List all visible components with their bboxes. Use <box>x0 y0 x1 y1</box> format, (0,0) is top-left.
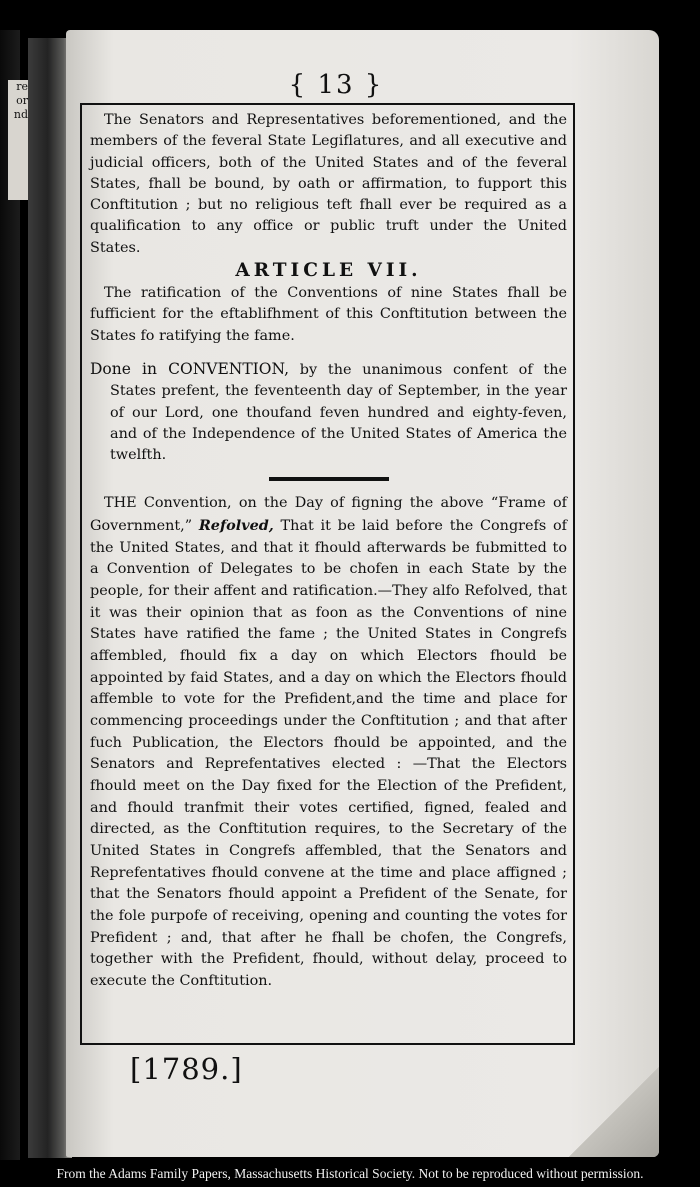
page-number: { 13 } <box>288 70 384 100</box>
resolution-part-2: That it be laid before the Congrefs of the United States, and that it fhould afterwards be fubmitted to a Convention of Delegates to be chofen in each State by the people, for their affent and ratification.—They alfo Refolved, that it was their opinion that as foon as the Conventions of nine States have ratified the fame ; the United States in Congrefs affembled, fhould fix a day on which Electors fhould be appointed by faid States, and a day on which the Electors fhould affemble to vote for the Prefident,and the time and place for commencing proceedings under the Conftitution ; and that after fuch Publication, the Electors fhould be appointed, and the Senators and Reprefentatives elected : —That the Electors fhould meet on the Day fixed for the Election of the Prefident, and fhould tranfmit their votes certified, figned, fealed and directed, as the Conftitution requires, to the Secretary of the United States in Congrefs affembled, that the Senators and Reprefentatives fhould convene at the time and place affigned ; that the Senators fhould appoint a Prefident of the Senate, for the fole purpofe of receiving, opening and counting the votes for Prefident ; and, that after he fhall be chofen, the Congrefs, together with the Prefident, fhould, without delay, proceed to execute the Conftitution. <box>90 518 567 989</box>
handwritten-year-annotation: [1789.] <box>130 1052 243 1086</box>
previous-page-edge <box>8 80 30 200</box>
convention-resolution-paragraph <box>90 493 567 992</box>
article-heading: ARTICLE VII. <box>235 260 422 282</box>
done-in-convention-paragraph <box>90 359 567 466</box>
previous-page-fragment: nd <box>13 108 28 121</box>
resolution-part-1: THE Convention, on the Day of figning the above “Frame of Government,” <box>90 495 567 535</box>
senators-paragraph: The Senators and Representatives beforementioned, and the members of the feveral State Legiflatures, and all executive and judicial officers, both of the United States and of the feveral States, fhall be bound, by oath or affirmation, to fupport this Conftitution ; but no religious teft fhall ever be required as a qualification to any office or public truft under the United States. <box>90 112 567 256</box>
bordered-text-block <box>80 103 575 1045</box>
done-rest: by the unanimous confent of the States prefent, the feventeenth day of September, in the year of our Lord, one thoufand feven hundred and eighty-feven, and of the Independence of the United States of America the twelfth. <box>110 361 568 464</box>
previous-page-fragment: or <box>16 94 28 107</box>
resolved-word: Refolved, <box>198 517 274 535</box>
page-corner-fold <box>569 1067 659 1157</box>
archive-caption: From the Adams Family Papers, Massachusetts Historical Society. Not to be reproduced without permission. <box>56 1166 644 1181</box>
ratification-paragraph: The ratification of the Conventions of nine States fhall be fufficient for the eftablifhment of this Conftitution between the States fo ratifying the fame. <box>90 285 567 344</box>
previous-page-fragment: re <box>16 80 28 93</box>
done-lead: Done in CONVENTION, <box>90 359 289 378</box>
section-divider-rule <box>269 477 389 481</box>
